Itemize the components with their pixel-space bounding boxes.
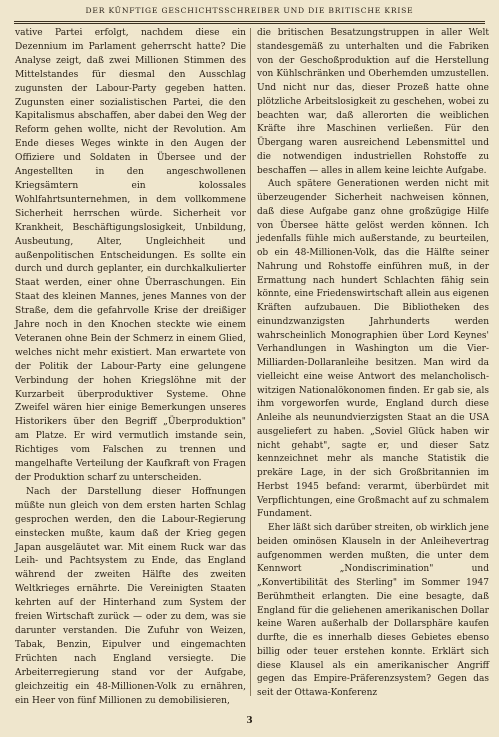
left-paragraph-1: vative Partei erfolgt, nachdem diese ein Dezennium im Parlament geherrscht hatte? Die Analyse zeigt, daß zwei Millionen Stimmen des Mittelstandes für diesmal den Ausschlag zugunsten der Labour-Party gegeben hatten. Zugunsten einer sozialistischen Partei, die den Kapitalismus abschaffen, aber dabei den Weg der Reform gehen wollte, nicht der Revolution. Am Ende dieses Weges winkte in den Augen der Offiziere und Soldaten in Übersee und der Angestellten in den angeschwollenen Kriegsämtern ein kolossales Wohlfahrtsunternehmen, in dem vollkommene Sicherheit herrschen würde. Sicherheit vor Krankheit, Beschäftigungslosigkeit, Unbildung, Ausbeutung, Alter, Ungleichheit und außenpolitischen Entscheidungen. Es sollte ein durch und durch geplanter, ein durchkalkulierter Staat werden, einer ohne Überraschungen. Ein Staat des kleinen Mannes, jenes Mannes von der Straße, dem die gefahrvolle Krise der dreißiger Jahre noch in den Knochen steckte wie einem Veteranen ohne Bein der Schmerz in einem Glied, welches nicht mehr existiert. Man erwartete von der Politik der Labour-Party eine gelungene Verbindung der hohen Kriegslöhne mit der Kurzarbeit überproduktiver Systeme. Ohne Zweifel wären hier einige Bemerkungen unseres Historikers über den Begriff „Überproduktion" am Platze. Er wird vermutlich imstande sein, Richtiges vom Falschen zu trennen und mangelhafte Verteilung der Kaufkraft von Fragen der Produktion scharf zu unterscheiden. <box>15 28 246 483</box>
right-paragraph-3: Eher läßt sich darüber streiten, ob wirklich jene beiden ominösen Klauseln in der Anleihevertrag aufgenommen werden mußten, die unter dem Kennwort „Nondiscrimination" und „Konvertibilität des Sterling" im Sommer 1947 Berühmtheit erlangten. Die eine besagte, daß England für die geliehenen amerikanischen Dollar keine Waren außerhalb der Dollarsphäre kaufen durfte, die es innerhalb dieses Gebietes ebenso billig oder teuer erstehen konnte. Erklärt sich diese Klausel als ein amerikanischer Angriff gegen das Empire-Präferenzsystem? Gegen das seit der Ottawa-Konferenz <box>257 523 489 698</box>
header-rule-thin <box>14 23 485 24</box>
left-column <box>15 27 246 708</box>
right-paragraph-2: Auch spätere Generationen werden nicht mit überzeugender Sicherheit nachweisen können, daß diese Aufgabe ganz ohne großzügige Hilfe von Übersee hätte gelöst werden können. Ich jedenfalls fühle mich außerstande, zu beurteilen, ob ein 48-Millionen-Volk, das die Hälfte seiner Nahrung und Rohstoffe einführen muß, in der Ermattung nach hundert Schlachten fähig sein könnte, eine Friedenswirtschaft allein aus eigenen Kräften aufzubauen. Die Bibliotheken des einundzwanzigsten Jahrhunderts werden wahrscheinlich Monographien über Lord Keynes' Verhandlungen in Washington um die Vier-Milliarden-Dollaranleihe besitzen. Man wird da vielleicht eine weise Antwort des melancholisch-witzigen Nationalökonomen finden. Er gab sie, als ihm vorgeworfen wurde, England durch diese Anleihe als neunundvierzigsten Staat an die USA ausgeliefert zu haben. „Soviel Glück haben wir nicht gehabt", sagte er, und dieser Satz kennzeichnet mehr als manche Statistik die prekäre Lage, in der sich Großbritannien im Herbst 1945 befand: verarmt, überbürdet mit Verpflichtungen, eine Großmacht auf zu schmalem Fundament. <box>257 179 489 520</box>
page-number: 3 <box>246 716 253 726</box>
column-divider <box>250 28 251 696</box>
left-paragraph-2: Nach der Darstellung dieser Hoffnungen müßte nun gleich von dem ersten harten Schlag gesprochen werden, den die Labour-Regierung einstecken mußte, kaum daß der Krieg gegen Japan ausgeläutet war. Mit einem Ruck war das Leih- und Pachtsystem zu Ende, das England während der zweiten Hälfte des zweiten Weltkrieges ernährte. Die Vereinigten Staaten kehrten auf der Hinterhand zum System der freien Wirtschaft zurück — oder zu dem, was sie darunter verstanden. Die Zufuhr von Weizen, Tabak, Benzin, Eipulver und eingemachten Früchten nach England versiegte. Die Arbeiterregierung stand vor der Aufgabe, gleichzeitig ein 48-Millionen-Volk zu ernähren, ein Heer von fünf Millionen zu demobilisieren, <box>15 486 246 706</box>
right-column <box>257 27 489 701</box>
running-header: DER KÜNFTIGE GESCHICHTSSCHREIBER UND DIE BRITISCHE KRISE <box>85 6 414 15</box>
header-rule <box>14 21 485 22</box>
right-paragraph-1: die britischen Besatzungstruppen in aller Welt standesgemäß zu unterhalten und die Fabriken von der Geschoßproduktion auf die Herstellung von Kühlschränken und Oberhemden umzustellen. Und nicht nur das, dieser Prozeß hatte ohne plötzliche Arbeitslosigkeit zu geschehen, wobei zu beachten war, daß allerorten die weiblichen Kräfte ihre Maschinen verließen. Für den Übergang waren ausreichend Lebensmittel und die notwendigen industriellen Rohstoffe zu beschaffen — alles in allem keine leichte Aufgabe. <box>257 28 489 176</box>
